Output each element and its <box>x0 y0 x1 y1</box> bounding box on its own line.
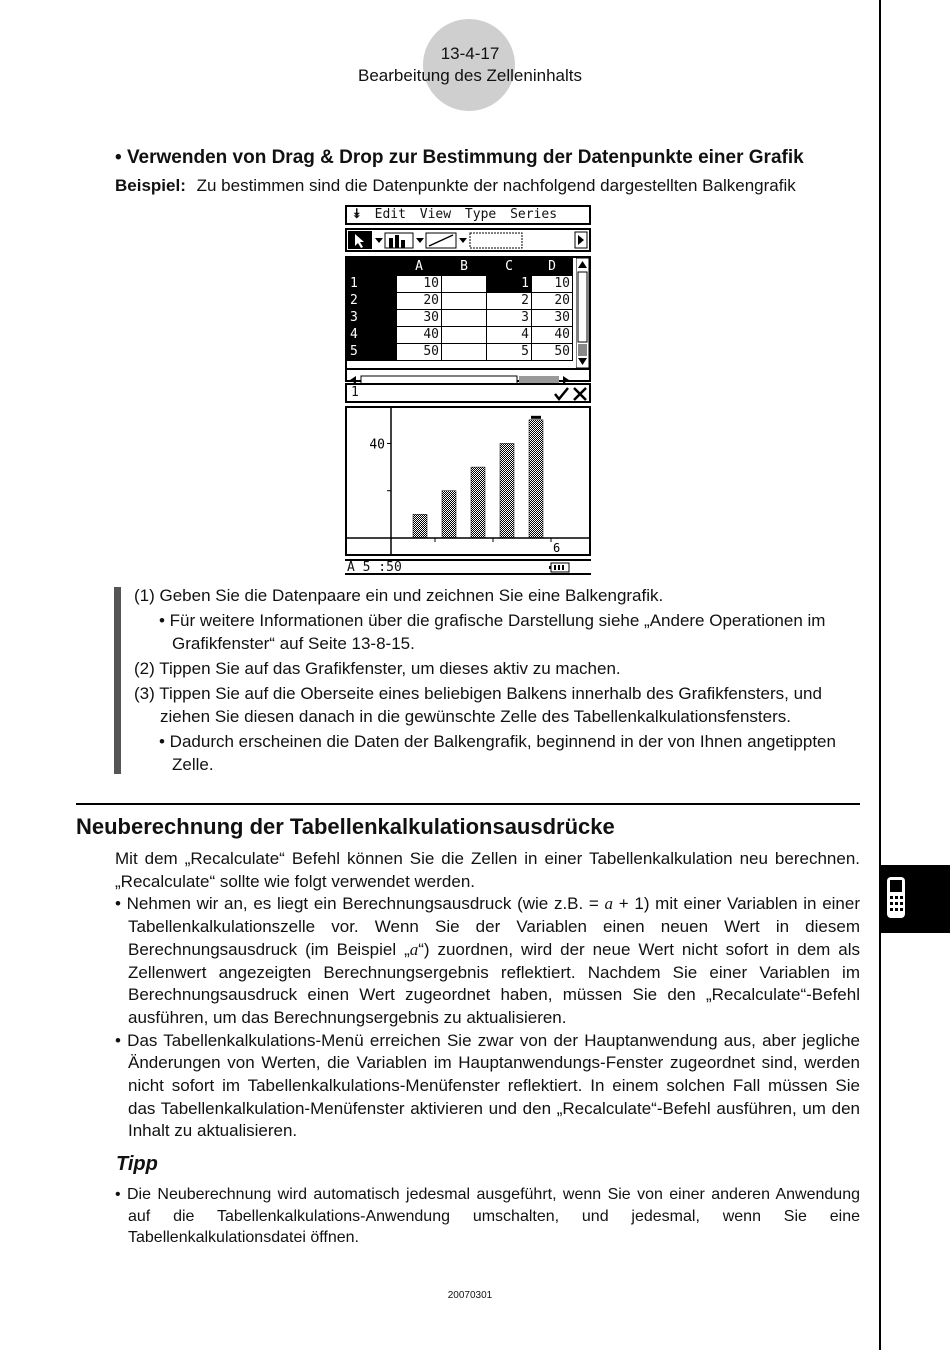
bullet-text: • Nehmen wir an, es liegt ein Berechnungsausdruck (wie z.B. = <box>115 894 605 914</box>
cell[interactable]: 10 <box>532 276 573 293</box>
corner-cell <box>348 259 397 276</box>
cell[interactable]: 20 <box>397 293 442 310</box>
cell[interactable]: 30 <box>397 310 442 327</box>
example-line <box>115 176 796 196</box>
dropdown-icon[interactable] <box>375 238 383 243</box>
page-subtitle: Bearbeitung des Zelleninhalts <box>358 66 582 85</box>
footer-code: 20070301 <box>447 1290 493 1301</box>
steps-sidebar <box>114 587 121 774</box>
cell[interactable]: 50 <box>397 344 442 361</box>
x-tick-label: 6 <box>553 541 561 554</box>
cell[interactable]: 5 <box>487 344 532 361</box>
recalc-heading: Neuberechnung der Tabellenkalkulationsausdrücke <box>76 814 615 839</box>
column-header[interactable]: A <box>397 259 442 276</box>
bar-selection-marker <box>531 416 541 419</box>
bar-chart[interactable] <box>347 408 589 554</box>
toolbar <box>345 228 591 252</box>
column-header[interactable]: C <box>487 259 532 276</box>
margin-rule <box>879 0 881 1350</box>
horizontal-scrollbar[interactable] <box>345 370 591 382</box>
cell[interactable]: 40 <box>532 327 573 344</box>
step-3: (3) Tippen Sie auf die Oberseite eines beliebigen Balkens innerhalb des Grafikfensters, und ziehen Sie diesen danach in die gewünschte Zelle des Tabellenkalkulationsfensters. <box>134 684 822 726</box>
step-1-note: • Für weitere Informationen über die grafische Darstellung siehe „Andere Operationen im Grafikfenster“ auf Seite 13-8-15. <box>159 611 826 653</box>
battery-icon <box>549 562 573 573</box>
cell[interactable] <box>442 276 487 293</box>
bar-1[interactable] <box>413 514 427 538</box>
side-tab <box>881 865 950 933</box>
header-circle <box>423 19 515 111</box>
cell[interactable]: 20 <box>532 293 573 310</box>
close-icon[interactable] <box>574 388 586 400</box>
toolbar-icons <box>347 230 589 250</box>
row-header[interactable]: 5 <box>348 344 397 361</box>
cell[interactable]: 1 <box>487 276 532 293</box>
recalc-bullet-1 <box>115 893 860 1029</box>
column-header[interactable]: D <box>532 259 573 276</box>
section-title: Verwenden von Drag & Drop zur Bestimmung der Datenpunkte einer Grafik <box>126 147 804 168</box>
menu-item[interactable]: Type <box>464 207 497 222</box>
calculator-icon <box>881 865 950 933</box>
cell[interactable]: 10 <box>397 276 442 293</box>
table-row <box>348 293 573 310</box>
graph-window[interactable] <box>345 406 591 556</box>
cell[interactable]: 40 <box>397 327 442 344</box>
recalc-intro: Mit dem „Recalculate“ Befehl können Sie die Zellen in einer Tabellenkalkulation neu berechnen. „Recalculate“ sollte wie folgt verwendet werden. <box>115 849 860 891</box>
bar-2[interactable] <box>442 491 456 538</box>
bar-3[interactable] <box>471 467 485 538</box>
table-row <box>348 344 573 361</box>
tip-label: Tipp <box>116 1153 158 1175</box>
row-header[interactable]: 1 <box>348 276 397 293</box>
row-header[interactable]: 4 <box>348 327 397 344</box>
bar-5[interactable] <box>529 420 543 538</box>
variable: a <box>409 939 419 959</box>
dropdown-icon[interactable] <box>416 238 424 243</box>
status-text: A 5 :50 <box>347 560 402 575</box>
menu-item[interactable]: View <box>419 207 452 222</box>
dropdown-icon[interactable] <box>459 238 467 243</box>
section-divider <box>76 803 860 805</box>
entry-value[interactable]: 1 <box>351 385 359 400</box>
example-text: Zu bestimmen sind die Datenpunkte der nachfolgend dargestellten Balkengrafik <box>196 176 796 195</box>
menu-chevron-icon[interactable]: ⯯ <box>353 207 361 222</box>
step-3-note: • Dadurch erscheinen die Daten der Balkengrafik, beginnend in der von Ihnen angetippten Zelle. <box>159 732 836 774</box>
menu-bar <box>345 205 591 225</box>
table-row <box>348 310 573 327</box>
spreadsheet-table <box>347 258 573 361</box>
cell[interactable] <box>442 293 487 310</box>
entry-buttons <box>553 386 589 402</box>
menu-item[interactable]: Series <box>510 207 558 222</box>
spreadsheet-grid <box>345 256 591 370</box>
cell[interactable] <box>442 327 487 344</box>
step-1: (1) Geben Sie die Datenpaare ein und zeichnen Sie eine Balkengrafik. <box>134 586 664 605</box>
example-label: Beispiel: <box>115 176 186 195</box>
bullet-icon: • <box>115 147 122 168</box>
cell[interactable] <box>442 344 487 361</box>
calculator-screen <box>345 203 593 578</box>
bullet-text: “) zuordnen, wird der neue Wert nicht sofort in dem als Zellenwert angezeigten Berechnungsergebnis reflektiert. Nachdem Sie einer Variablen im Berechnungsausdruck einen Wert zugeordnet haben, müssen Sie den „Recalculate“-Befehl ausführen, um das Berechnungsergebnis zu aktualisieren. <box>128 939 861 1027</box>
tip-text: • Die Neuberechnung wird automatisch jedesmal ausgeführt, wenn Sie von einer anderen Anwendung auf die Tabellenkalkulations-Anwendung umschalten, und jedesmal, wenn Sie eine Tabellenkalkulationsdatei öffnen. <box>115 1186 860 1246</box>
cell[interactable]: 2 <box>487 293 532 310</box>
table-row <box>348 276 573 293</box>
cell[interactable]: 4 <box>487 327 532 344</box>
status-bar <box>345 559 591 575</box>
entry-line[interactable] <box>345 383 591 403</box>
page-number: 13-4-17 <box>440 44 500 63</box>
column-header[interactable]: B <box>442 259 487 276</box>
recalc-bullet-2: • Das Tabellenkalkulations-Menü erreichen Sie zwar von der Hauptanwendung aus, aber jegliche Änderungen von Werten, die Variablen im Hauptanwendungs-Fenster zugeordnet sind, werden nicht sofort im Tabellenkalkulations-Menüfenster reflektiert. In einem solchen Fall müssen Sie das Tabellenkalkulation-Menüfenster aktivieren und den „Recalculate“-Befehl ausführen, um den Inhalt zu aktualisieren. <box>115 1030 860 1141</box>
table-row <box>348 327 573 344</box>
cell[interactable]: 30 <box>532 310 573 327</box>
steps-list <box>134 584 864 778</box>
section-heading <box>115 147 804 169</box>
bar-4[interactable] <box>500 443 514 538</box>
row-header[interactable]: 3 <box>348 310 397 327</box>
recalc-body <box>115 848 860 1143</box>
step-2: (2) Tippen Sie auf das Grafikfenster, um dieses aktiv zu machen. <box>134 659 621 678</box>
cell[interactable] <box>442 310 487 327</box>
cell[interactable]: 50 <box>532 344 573 361</box>
table-view-icon[interactable] <box>470 233 522 248</box>
variable: a <box>604 894 614 914</box>
menu-item[interactable]: Edit <box>374 207 406 222</box>
vertical-scrollbar[interactable] <box>576 258 589 368</box>
cell[interactable]: 3 <box>487 310 532 327</box>
check-icon[interactable] <box>555 388 568 399</box>
y-tick-label: 40 <box>369 437 385 453</box>
bullet-text: + 1) mit einer Variablen in einer Tabellenkalkulationszelle vor. Wenn Sie der Variablen einen neuen Wert in diesem Berechnungsausdruck (im Beispiel „ <box>128 894 860 959</box>
row-header[interactable]: 2 <box>348 293 397 310</box>
